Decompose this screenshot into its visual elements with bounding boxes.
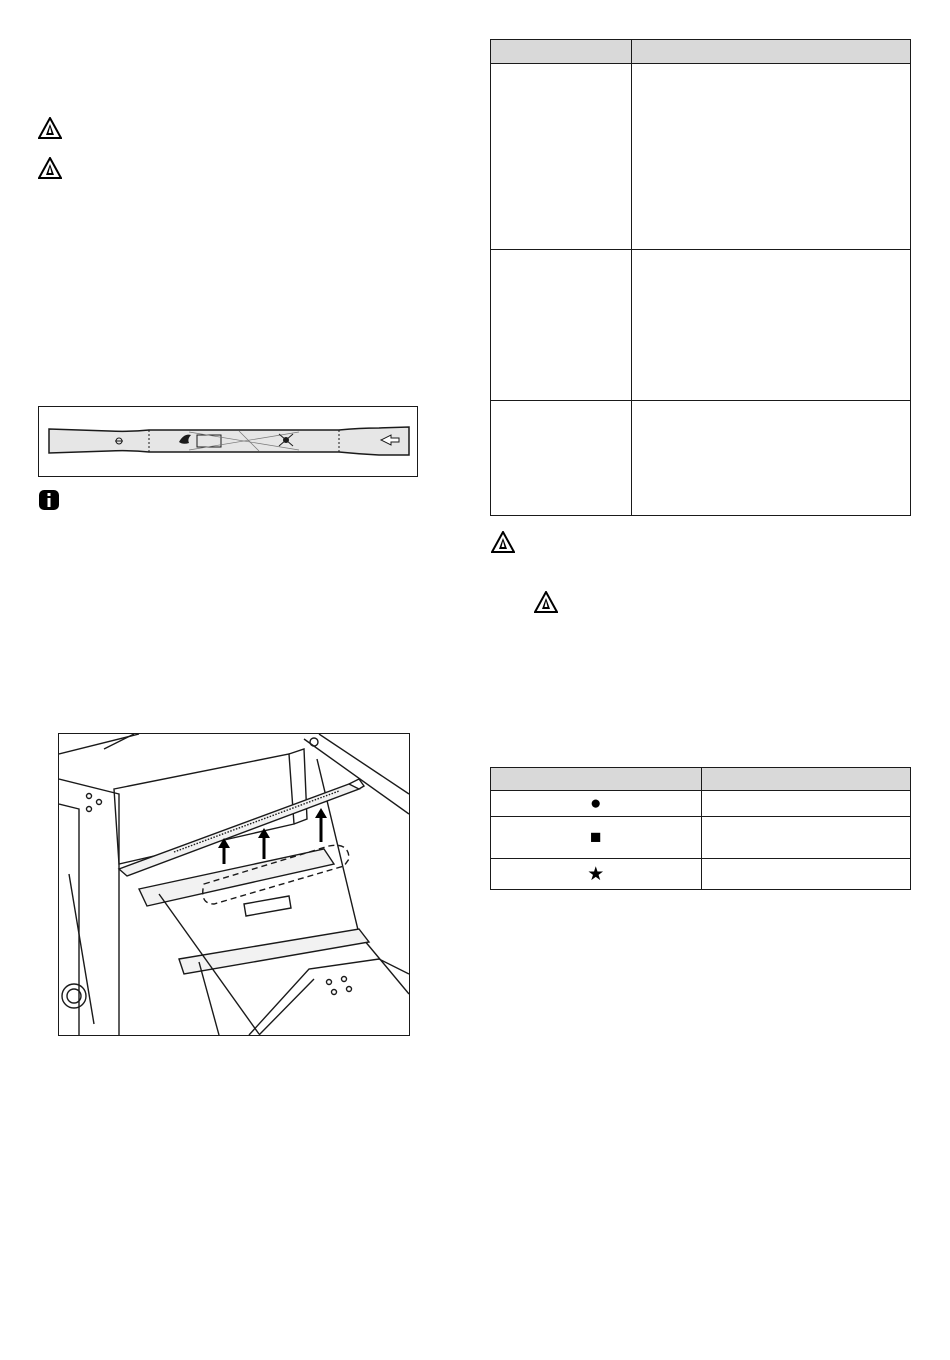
table-cell <box>631 250 910 401</box>
burner-tube-removal-illustration <box>59 734 409 1035</box>
table-cell <box>701 791 910 817</box>
circle-symbol: ● <box>491 791 702 817</box>
info-icon <box>38 489 60 511</box>
table-row <box>491 64 911 250</box>
warning-triangle-icon <box>38 117 62 139</box>
table-cell <box>631 64 910 250</box>
table-row <box>491 401 911 516</box>
table-row <box>491 250 911 401</box>
table-cell <box>491 401 632 516</box>
table-row <box>491 791 911 817</box>
legend-header-col2 <box>701 768 910 791</box>
table-row <box>491 859 911 890</box>
star-symbol: ★ <box>491 859 702 890</box>
table-cell <box>701 817 910 859</box>
burner-removal-figure-frame <box>58 733 410 1036</box>
venturi-tube-figure-frame <box>38 406 418 477</box>
troubleshooting-header-col2 <box>631 40 910 64</box>
warning-triangle-icon <box>38 157 62 179</box>
troubleshooting-header-col1 <box>491 40 632 64</box>
venturi-tube-illustration <box>39 407 417 476</box>
table-row <box>491 817 911 859</box>
square-symbol: ■ <box>491 817 702 859</box>
troubleshooting-table <box>490 39 911 516</box>
warning-triangle-icon <box>491 531 515 553</box>
legend-header-col1 <box>491 768 702 791</box>
warning-triangle-icon <box>534 591 558 613</box>
table-cell <box>631 401 910 516</box>
table-cell <box>491 250 632 401</box>
symbol-legend-table <box>490 767 911 890</box>
table-cell <box>491 64 632 250</box>
table-cell <box>701 859 910 890</box>
